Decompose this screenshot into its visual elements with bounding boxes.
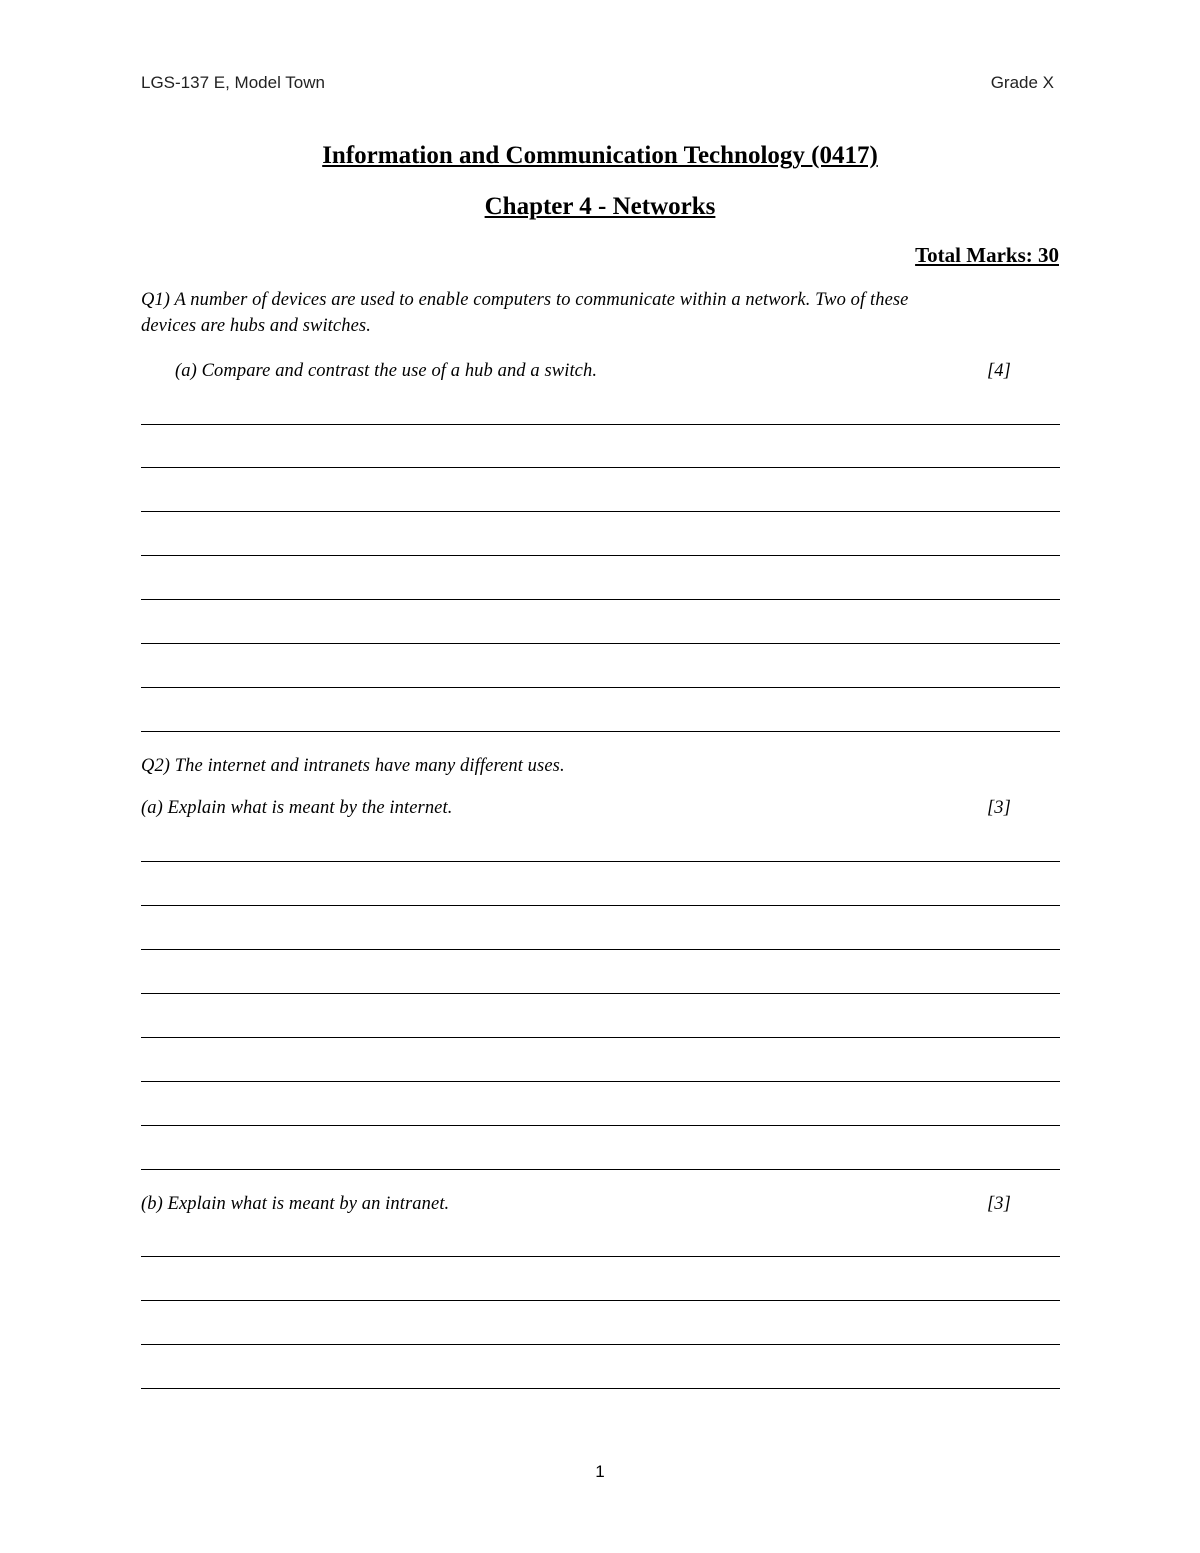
answer-line: [141, 1300, 1060, 1301]
answer-line: [141, 643, 1060, 644]
answer-line: [141, 1256, 1060, 1257]
page-number: 1: [595, 1462, 605, 1481]
answer-line: [141, 1125, 1060, 1126]
answer-line: [141, 599, 1060, 600]
q1a-text: (a) Compare and contrast the use of a hub and a switch.: [175, 361, 598, 381]
answer-line: [141, 993, 1060, 994]
answer-line: [141, 1388, 1060, 1389]
answer-line: [141, 1037, 1060, 1038]
header-right: Grade X: [990, 73, 1054, 92]
q1-stem-line1: Q1) A number of devices are used to enable computers to communicate within a network. Two of these: [141, 290, 909, 310]
q2a-marks: [3]: [987, 798, 1011, 818]
q1a-marks: [4]: [987, 361, 1011, 381]
document-title: Information and Communication Technology (0417): [322, 142, 878, 169]
answer-line: [141, 731, 1060, 732]
q1-stem-line2: devices are hubs and switches.: [141, 316, 371, 336]
answer-line: [141, 555, 1060, 556]
answer-line: [141, 1169, 1060, 1170]
answer-line: [141, 511, 1060, 512]
answer-line: [141, 949, 1060, 950]
answer-line: [141, 1344, 1060, 1345]
q2a-text: (a) Explain what is meant by the internet.: [141, 798, 453, 818]
total-marks: Total Marks: 30: [915, 243, 1059, 267]
answer-line: [141, 861, 1060, 862]
header-left: LGS-137 E, Model Town: [141, 73, 325, 92]
q2b-text: (b) Explain what is meant by an intranet.: [141, 1194, 450, 1214]
answer-line: [141, 1081, 1060, 1082]
answer-line: [141, 424, 1060, 425]
chapter-title: Chapter 4 - Networks: [484, 193, 716, 220]
answer-line: [141, 905, 1060, 906]
q2b-marks: [3]: [987, 1194, 1011, 1214]
answer-line: [141, 687, 1060, 688]
answer-line: [141, 467, 1060, 468]
q2-stem: Q2) The internet and intranets have many different uses.: [141, 756, 565, 776]
